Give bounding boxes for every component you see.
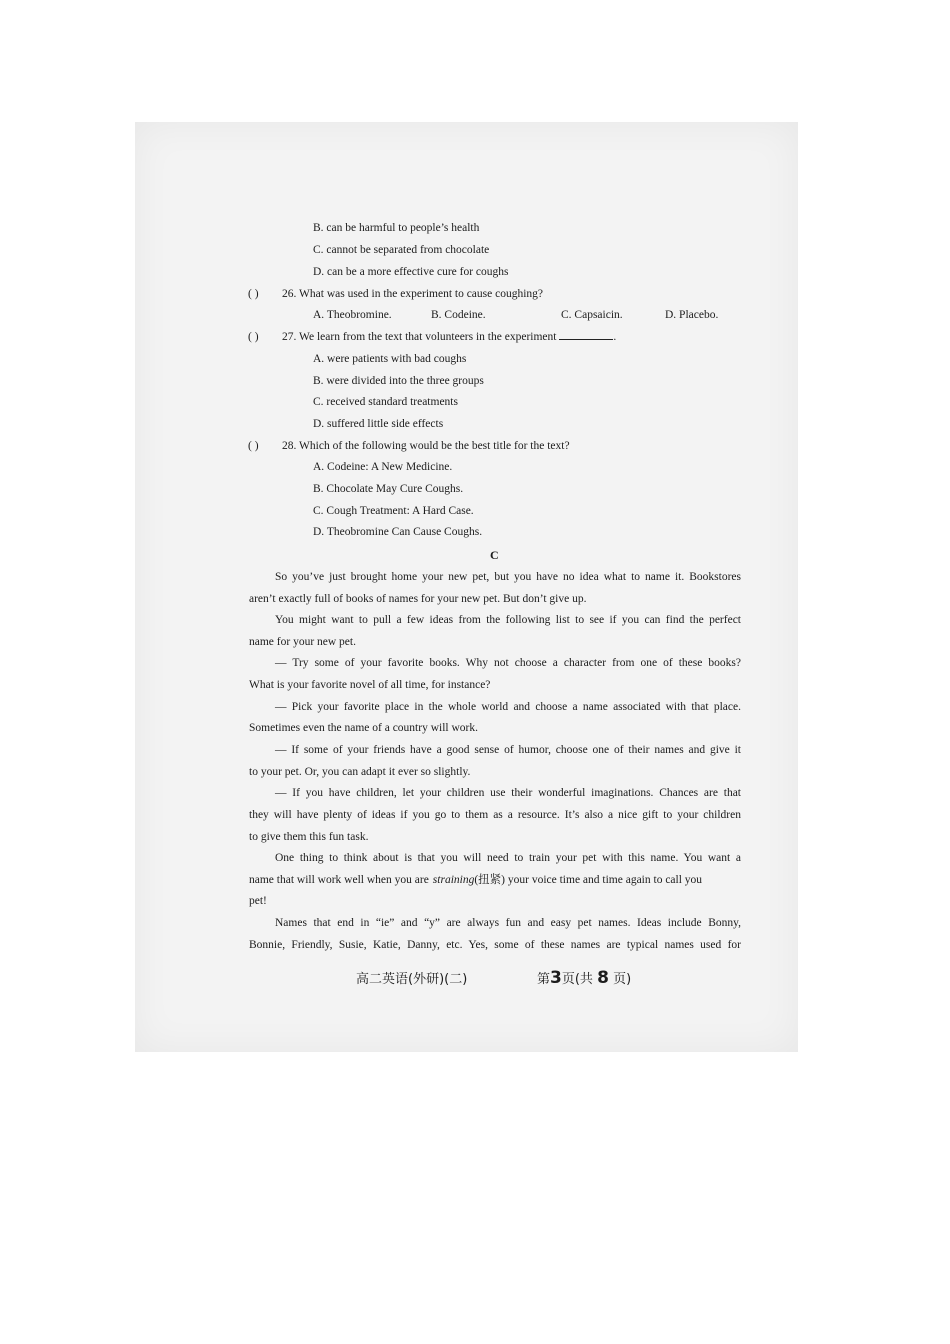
passage-line: One thing to think about is that you will need to train your pet with this name. You want a (275, 852, 741, 864)
passage-line: — Try some of your favorite books. Why not choose a character from one of these books? (275, 657, 741, 669)
q26-option-b: B. Codeine. (431, 309, 486, 321)
question-stem: We learn from the text that volunteers in the experiment (299, 331, 557, 343)
question-number: 27. (282, 331, 297, 343)
q28-option-a: A. Codeine: A New Medicine. (313, 461, 453, 473)
answer-paren[interactable]: ( ) (248, 288, 259, 300)
question-number: 26. (282, 288, 297, 300)
passage-line: to give them this fun task. (249, 831, 369, 843)
section-heading: C (490, 548, 499, 562)
fill-blank (559, 330, 613, 340)
passage-line: Sometimes even the name of a country will work. (249, 722, 478, 734)
answer-paren[interactable]: ( ) (248, 331, 259, 343)
passage-line: — Pick your favorite place in the whole world and choose a name associated with that place. (275, 701, 741, 713)
q27-option-d: D. suffered little side effects (313, 418, 444, 430)
passage-line: name that will work well when you are straining(扭紧) your voice time and time again to call you (249, 874, 703, 886)
question-stem: Which of the following would be the best title for the text? (299, 440, 570, 452)
footer-title: 高二英语(外研)(二) (356, 972, 468, 987)
q26-option-d: D. Placebo. (665, 309, 719, 321)
passage-line: Names that end in “ie” and “y” are always fun and easy pet names. Ideas include Bonny, (275, 917, 741, 929)
q27-option-b: B. were divided into the three groups (313, 375, 484, 387)
passage-line: to your pet. Or, you can adapt it ever so slightly. (249, 766, 471, 778)
q27-option-a: A. were patients with bad coughs (313, 353, 467, 365)
passage-line: — If some of your friends have a good sense of humor, choose one of their names and give it (275, 744, 741, 756)
q25-option-b: B. can be harmful to people’s health (313, 222, 480, 234)
q26-option-c: C. Capsaicin. (561, 309, 623, 321)
q28-option-d: D. Theobromine Can Cause Coughs. (313, 526, 483, 538)
question-28 (248, 439, 570, 453)
passage-line: — If you have children, let your children use their wonderful imaginations. Chances are that (275, 787, 741, 799)
passage-line: Bonnie, Friendly, Susie, Katie, Danny, etc. Yes, some of these names are typical names used for (249, 939, 741, 951)
answer-paren[interactable]: ( ) (248, 440, 259, 452)
q25-option-c: C. cannot be separated from chocolate (313, 244, 490, 256)
q28-option-b: B. Chocolate May Cure Coughs. (313, 483, 464, 495)
passage-line: aren’t exactly full of books of names for your new pet. But don’t give up. (249, 593, 587, 605)
q26-option-a: A. Theobromine. (313, 309, 392, 321)
passage-line: pet! (249, 895, 267, 907)
scanned-page (135, 122, 798, 1052)
question-26 (248, 287, 543, 301)
question-number: 28. (282, 440, 297, 452)
question-27: ( ) 27. We learn from the text that volunteers in the experiment . (248, 331, 617, 343)
footer-page-info: 第3页(共 8 页) (537, 968, 632, 988)
passage-line: So you’ve just brought home your new pet, but you have no idea what to name it. Bookstores (275, 571, 741, 583)
italic-term: straining (432, 874, 475, 886)
q25-option-d: D. can be a more effective cure for coughs (313, 266, 509, 278)
passage-line: they will have plenty of ideas if you go to them as a resource. It’s also a nice gift to your children (249, 809, 741, 821)
passage-line: name for your new pet. (249, 636, 356, 648)
q27-option-c: C. received standard treatments (313, 396, 458, 408)
passage-line: You might want to pull a few ideas from the following list to see if you can find the perfect (275, 614, 741, 626)
q28-option-c: C. Cough Treatment: A Hard Case. (313, 505, 474, 517)
question-stem: What was used in the experiment to cause coughing? (299, 288, 544, 300)
passage-line: What is your favorite novel of all time, for instance? (249, 679, 491, 691)
